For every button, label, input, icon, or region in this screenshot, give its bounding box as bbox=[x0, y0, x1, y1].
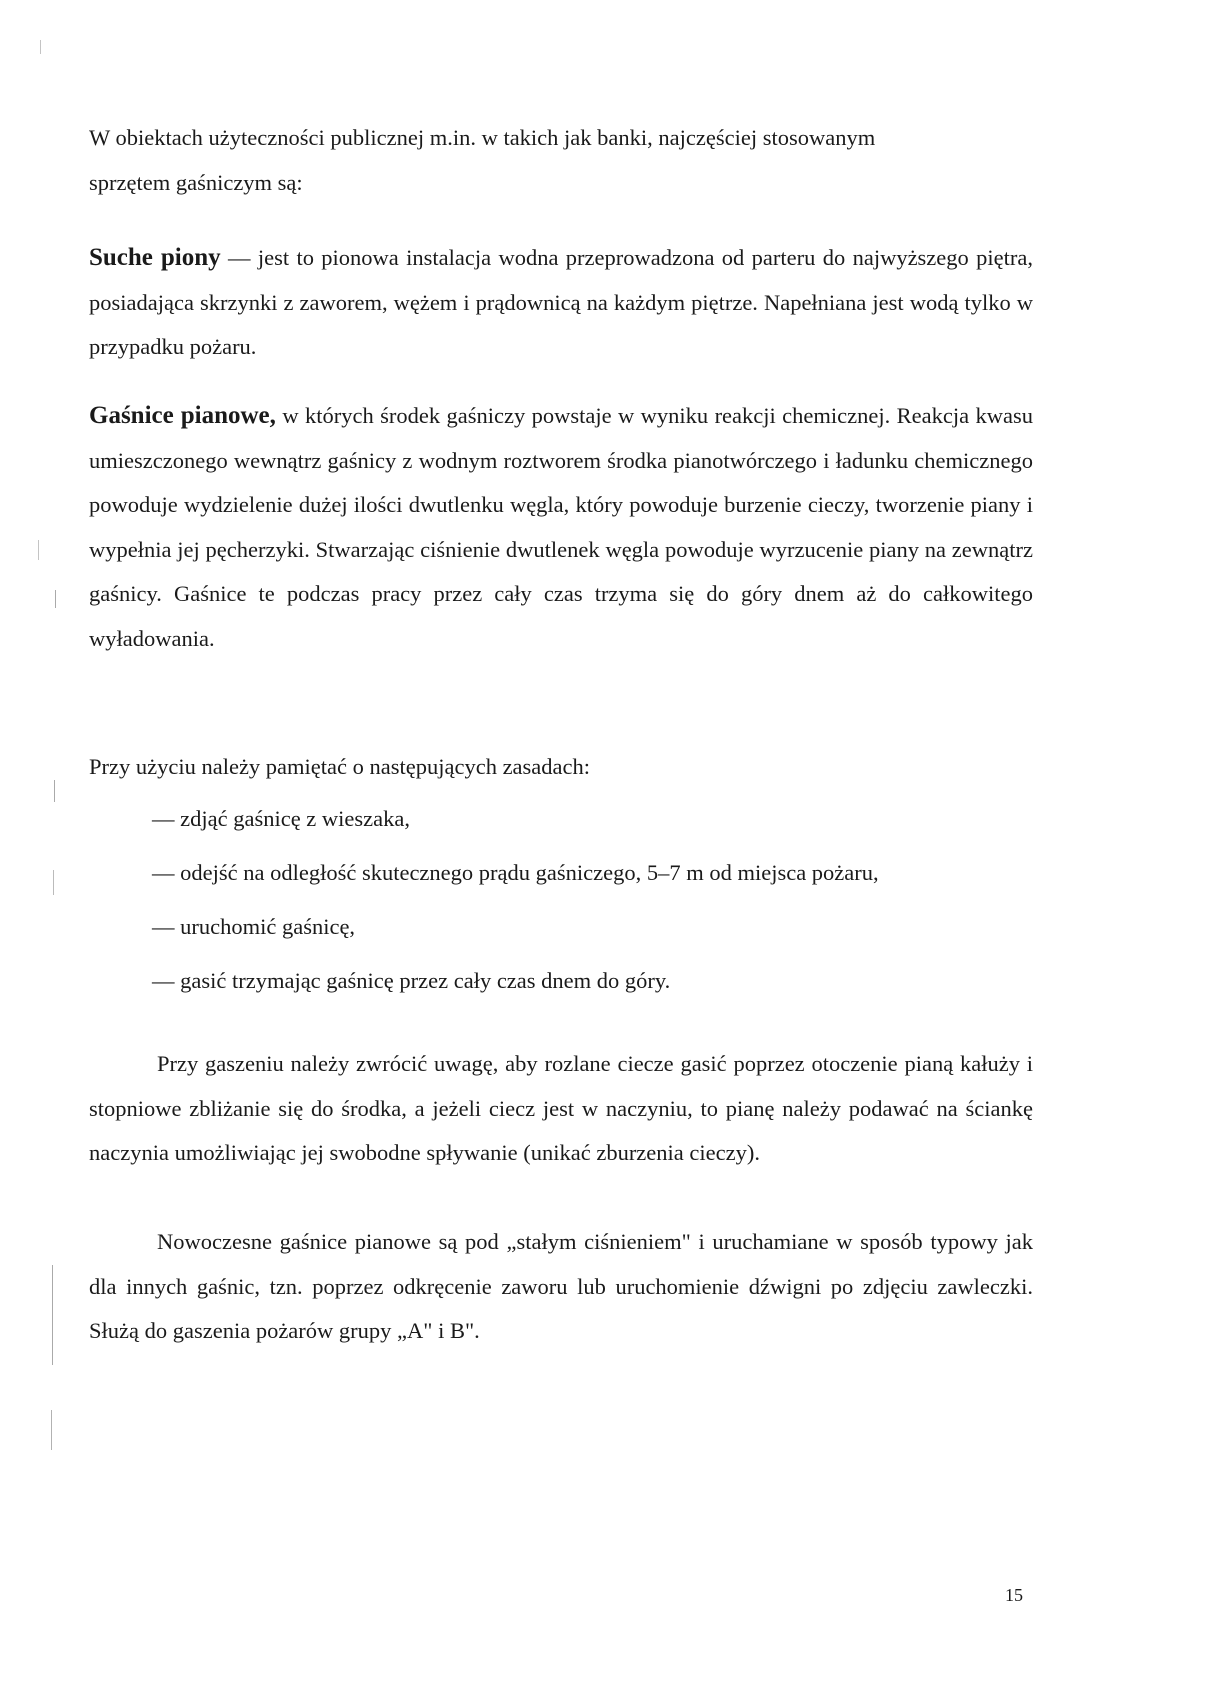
scan-artifact bbox=[52, 1265, 53, 1365]
list-item: — gasić trzymając gaśnicę przez cały czas dnem do góry. bbox=[152, 968, 671, 993]
scan-artifact bbox=[38, 540, 39, 560]
nowoczesne-text: Nowoczesne gaśnice pianowe są pod „stałym ciśnieniem" i uruchamiane w sposób typowy jak dla innych gaśnic, tzn. poprzez odkręcenie zaworu lub uruchomienie dźwigni po zdjęciu zawleczki. Służą do gaszenia pożarów grupy „A" i B". bbox=[89, 1229, 1033, 1343]
scan-artifact bbox=[54, 780, 55, 802]
intro-line-2: sprzętem gaśniczym są: bbox=[89, 169, 303, 195]
gaszenie-paragraph bbox=[89, 1042, 1033, 1176]
suche-piony-paragraph bbox=[89, 236, 1033, 370]
gasnice-pianowe-paragraph bbox=[89, 394, 1033, 661]
intro-line-1: W obiektach użyteczności publicznej m.in. w takich jak banki, najczęściej stosowanym bbox=[89, 125, 876, 150]
list-item: — odejść na odległość skutecznego prądu gaśniczego, 5–7 m od miejsca pożaru, bbox=[152, 860, 879, 885]
scan-artifact bbox=[51, 1410, 52, 1450]
page-number: 15 bbox=[1005, 1585, 1023, 1605]
gasnice-pianowe-text: w których środek gaśniczy powstaje w wyniku reakcji chemicznej. Reakcja kwasu umieszczonego wewnątrz gaśnicy z wodnym roztworem środka pianotwórczego i ładunku chemicznego powoduje wydzielenie dużej ilości dwutlenku węgla, który powoduje burzenie cieczy, tworzenie piany i wypełnia jej pęcherzyki. Stwarzając ciśnienie dwutlenek węgla powoduje wyrzucenie piany na zewnątrz gaśnicy. Gaśnice te podczas pracy przez cały czas trzyma się do góry dnem aż do całkowitego wyładowania. bbox=[89, 403, 1033, 651]
rules-intro bbox=[89, 745, 1033, 790]
scan-artifact bbox=[40, 40, 41, 54]
intro-paragraph bbox=[89, 116, 1033, 205]
list-item: — zdjąć gaśnicę z wieszaka, bbox=[152, 806, 410, 831]
suche-piony-text: — jest to pionowa instalacja wodna przeprowadzona od parteru do najwyższego piętra, posiadająca skrzynki z zaworem, wężem i prądownicą na każdym piętrze. Napełniana jest wodą tylko w przypadku pożaru. bbox=[89, 245, 1033, 359]
list-item: — uruchomić gaśnicę, bbox=[152, 914, 356, 939]
rules-intro-text: Przy użyciu należy pamiętać o następujących zasadach: bbox=[89, 754, 591, 779]
nowoczesne-paragraph bbox=[89, 1220, 1033, 1354]
suche-piony-heading: Suche piony bbox=[89, 244, 221, 271]
scan-artifact bbox=[53, 870, 54, 895]
gaszenie-text: Przy gaszeniu należy zwrócić uwagę, aby rozlane ciecze gasić poprzez otoczenie pianą kałuży i stopniowe zbliżanie się do środka, a jeżeli ciecz jest w naczyniu, to pianę należy podawać na ściankę naczynia umożliwiając jej swobodne spływanie (unikać zburzenia cieczy). bbox=[89, 1051, 1033, 1165]
gasnice-pianowe-heading: Gaśnice pianowe, bbox=[89, 402, 276, 429]
scan-artifact bbox=[55, 590, 56, 608]
